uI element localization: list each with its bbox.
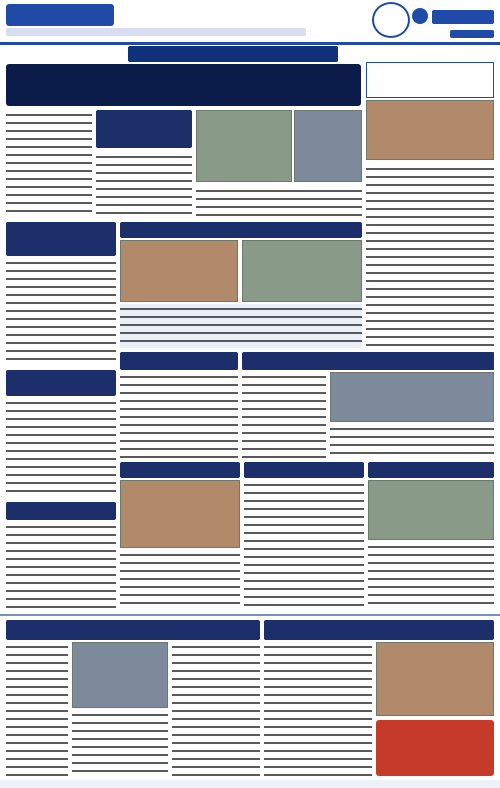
story-11-text-col2 [72, 710, 168, 776]
anniversary-emblem-icon [372, 2, 410, 38]
story-7-text [120, 550, 240, 610]
story-12-text [264, 642, 372, 776]
lead-story-text-col1 [6, 110, 92, 216]
story-10-headline [6, 502, 116, 520]
story-11-text-col3 [172, 642, 260, 776]
logo-mark-icon [412, 8, 428, 24]
story-12-photo [376, 642, 494, 716]
masthead [0, 0, 500, 42]
story-8-text [244, 480, 364, 610]
story-3-headline [120, 222, 362, 238]
sidebar-photo [366, 100, 494, 160]
story-2-text [6, 258, 116, 366]
sidebar-text [366, 164, 494, 384]
story-5-photo [330, 372, 494, 422]
story-5-headline [242, 352, 494, 370]
story-11-photo [72, 642, 168, 708]
story-6-headline [6, 370, 116, 396]
lead-photo-2 [294, 110, 362, 182]
sidebar-headline [366, 62, 494, 98]
section-name [6, 4, 114, 26]
page-footer [0, 780, 500, 788]
lead-headline [6, 64, 361, 106]
story-3-photo-1 [120, 240, 238, 302]
page-number [450, 30, 494, 38]
newspaper-logo [412, 6, 496, 28]
story-3-photo-2 [242, 240, 362, 302]
story-7-photo [120, 480, 240, 548]
lead-photo-1 [196, 110, 292, 182]
story-4-text [120, 372, 238, 458]
lead-kicker [128, 46, 338, 62]
story-9-headline [368, 462, 494, 478]
story-7-headline [120, 462, 240, 478]
logo-wordmark [432, 10, 494, 24]
story-9-text [368, 542, 494, 610]
lead-photo-caption [196, 186, 362, 216]
story-8-headline [244, 462, 364, 478]
advertisement-box [376, 720, 494, 776]
story-11-text-col1 [6, 642, 68, 776]
story-11-headline [6, 620, 260, 640]
section-divider [0, 614, 500, 616]
story-12-headline [264, 620, 494, 640]
story-10-text [6, 522, 116, 610]
story-9-photo [368, 480, 494, 540]
story-4-headline [120, 352, 238, 370]
story-3-text [120, 304, 362, 348]
lead-subhead [96, 110, 192, 148]
story-5-text [242, 372, 326, 458]
story-2-headline [6, 222, 116, 256]
masthead-rule [0, 42, 500, 45]
lead-story-text-col2 [96, 152, 192, 216]
story-5-text-continued [330, 424, 494, 458]
story-6-text [6, 398, 116, 498]
edition-subline [6, 28, 306, 36]
